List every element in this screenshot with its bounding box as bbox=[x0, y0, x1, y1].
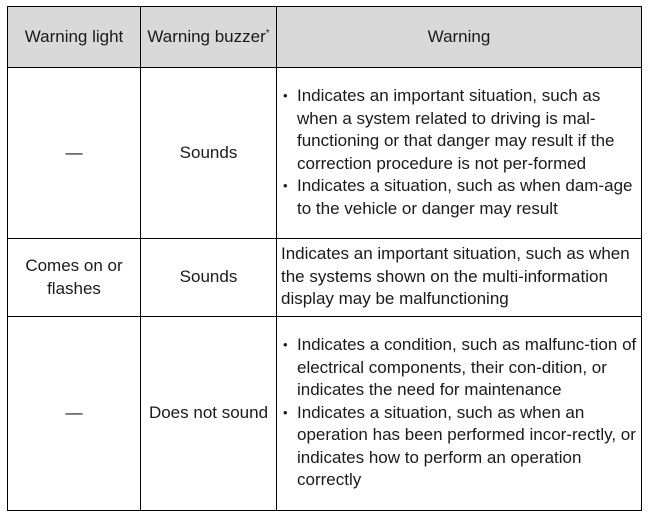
bullet-icon: • bbox=[283, 404, 288, 420]
list-item bbox=[281, 334, 637, 402]
cell-warning-buzzer bbox=[141, 68, 277, 239]
warning-light-text: Comes on or flashes bbox=[25, 256, 123, 298]
warning-buzzer-text: Sounds bbox=[179, 142, 238, 162]
bullet-icon: • bbox=[283, 337, 288, 353]
warning-list bbox=[281, 334, 637, 492]
cell-warning-light bbox=[8, 317, 141, 511]
list-item bbox=[281, 175, 637, 220]
warning-buzzer-text: Does not sound bbox=[148, 403, 269, 423]
list-item bbox=[281, 85, 637, 175]
header-warning-light-label: Warning light bbox=[24, 26, 124, 46]
cell-warning-light bbox=[8, 68, 141, 239]
warning-text: Indicates an important situation, such as when the systems shown on the multi-information display may be malfunctioning bbox=[281, 244, 630, 309]
cell-warning bbox=[277, 68, 642, 239]
warning-buzzer-text: Sounds bbox=[179, 267, 238, 287]
header-warning-buzzer bbox=[141, 7, 277, 68]
cell-warning bbox=[277, 317, 642, 511]
list-item-text: Indicates a situation, such as when an operation has been performed incor-rectly, or indicates how to perform an operation correctly bbox=[297, 402, 636, 490]
cell-warning-buzzer bbox=[141, 317, 277, 511]
cell-warning-buzzer bbox=[141, 239, 277, 317]
list-item bbox=[281, 402, 637, 492]
bullet-icon: • bbox=[283, 88, 288, 103]
warning-list bbox=[281, 85, 637, 220]
cell-warning bbox=[277, 239, 642, 317]
bullet-icon: • bbox=[283, 178, 288, 193]
footnote-mark: * bbox=[265, 27, 270, 39]
list-item-text: Indicates an important situation, such as when a system related to driving is mal-functioning or that danger may result if the correction procedure is not per-formed bbox=[297, 86, 615, 173]
header-warning-label: Warning bbox=[427, 26, 491, 46]
header-warning-light bbox=[8, 7, 141, 68]
table-header-row bbox=[8, 7, 642, 68]
table-row bbox=[8, 239, 642, 317]
list-item-text: Indicates a situation, such as when dam-age to the vehicle or danger may result bbox=[297, 176, 633, 218]
table-row bbox=[8, 317, 642, 511]
cell-warning-light bbox=[8, 239, 141, 317]
warning-light-text: — bbox=[65, 403, 83, 423]
header-warning bbox=[277, 7, 642, 68]
list-item-text: Indicates a condition, such as malfunc-tion of electrical components, their con-dition, or indicates the need for maintenance bbox=[297, 335, 637, 400]
warning-table-container bbox=[7, 6, 641, 511]
warning-light-text: — bbox=[65, 142, 83, 162]
table-row bbox=[8, 68, 642, 239]
warning-table bbox=[7, 6, 642, 511]
header-warning-buzzer-label: Warning buzzer bbox=[147, 26, 266, 46]
